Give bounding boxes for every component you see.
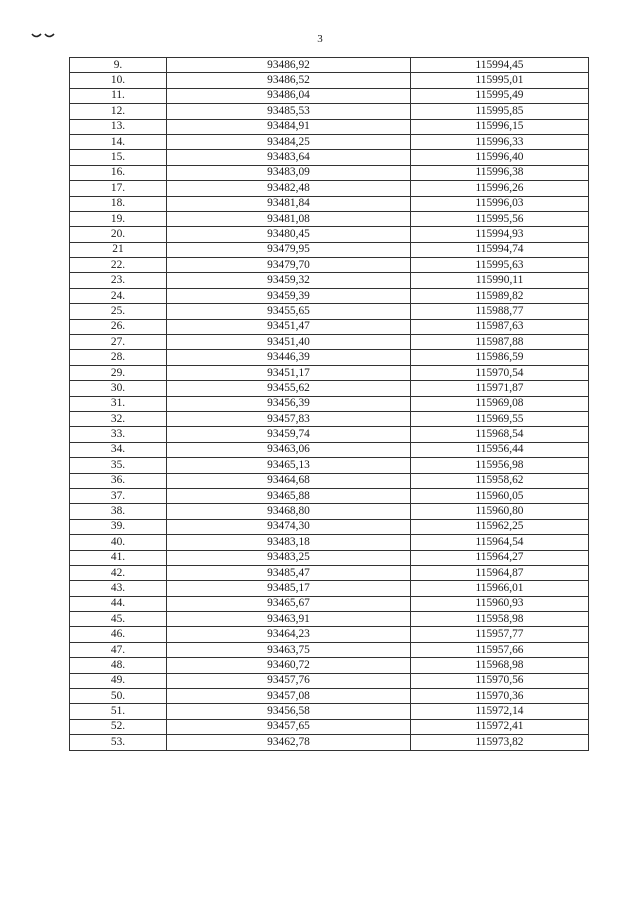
x-coordinate-cell: 93481,84 — [167, 196, 411, 211]
table-row — [70, 519, 589, 534]
x-coordinate-cell: 93465,88 — [167, 488, 411, 503]
point-number-cell: 14. — [70, 134, 167, 149]
x-coordinate-cell: 93486,04 — [167, 88, 411, 103]
table-row — [70, 458, 589, 473]
y-coordinate-cell: 115971,87 — [411, 381, 589, 396]
x-coordinate-cell: 93455,62 — [167, 381, 411, 396]
x-coordinate-cell: 93456,39 — [167, 396, 411, 411]
x-coordinate-cell: 93457,65 — [167, 719, 411, 734]
point-number-cell: 10. — [70, 73, 167, 88]
y-coordinate-cell: 115956,44 — [411, 442, 589, 457]
table-row — [70, 134, 589, 149]
point-number-cell: 20. — [70, 227, 167, 242]
table-row — [70, 258, 589, 273]
table-row — [70, 319, 589, 334]
table-row — [70, 427, 589, 442]
x-coordinate-cell: 93459,39 — [167, 288, 411, 303]
point-number-cell: 18. — [70, 196, 167, 211]
table-row — [70, 211, 589, 226]
point-number-cell: 31. — [70, 396, 167, 411]
y-coordinate-cell: 115996,26 — [411, 181, 589, 196]
y-coordinate-cell: 115990,11 — [411, 273, 589, 288]
point-number-cell: 45. — [70, 612, 167, 627]
table-row — [70, 612, 589, 627]
y-coordinate-cell: 115966,01 — [411, 581, 589, 596]
x-coordinate-cell: 93480,45 — [167, 227, 411, 242]
y-coordinate-cell: 115960,05 — [411, 488, 589, 503]
table-row — [70, 473, 589, 488]
y-coordinate-cell: 115986,59 — [411, 350, 589, 365]
y-coordinate-cell: 115996,40 — [411, 150, 589, 165]
coordinates-table-body — [70, 58, 589, 751]
x-coordinate-cell: 93456,58 — [167, 704, 411, 719]
table-row — [70, 658, 589, 673]
x-coordinate-cell: 93464,68 — [167, 473, 411, 488]
y-coordinate-cell: 115995,49 — [411, 88, 589, 103]
point-number-cell: 50. — [70, 689, 167, 704]
x-coordinate-cell: 93483,09 — [167, 165, 411, 180]
y-coordinate-cell: 115964,54 — [411, 535, 589, 550]
table-row — [70, 550, 589, 565]
x-coordinate-cell: 93485,53 — [167, 104, 411, 119]
table-row — [70, 673, 589, 688]
y-coordinate-cell: 115995,56 — [411, 211, 589, 226]
table-row — [70, 442, 589, 457]
point-number-cell: 28. — [70, 350, 167, 365]
x-coordinate-cell: 93479,70 — [167, 258, 411, 273]
y-coordinate-cell: 115968,98 — [411, 658, 589, 673]
table-row — [70, 350, 589, 365]
point-number-cell: 15. — [70, 150, 167, 165]
y-coordinate-cell: 115962,25 — [411, 519, 589, 534]
point-number-cell: 30. — [70, 381, 167, 396]
y-coordinate-cell: 115996,33 — [411, 134, 589, 149]
point-number-cell: 9. — [70, 58, 167, 73]
page-number: 3 — [317, 33, 323, 45]
x-coordinate-cell: 93463,75 — [167, 642, 411, 657]
x-coordinate-cell: 93459,32 — [167, 273, 411, 288]
point-number-cell: 27. — [70, 335, 167, 350]
table-row — [70, 704, 589, 719]
x-coordinate-cell: 93485,17 — [167, 581, 411, 596]
table-row — [70, 73, 589, 88]
point-number-cell: 32. — [70, 411, 167, 426]
point-number-cell: 11. — [70, 88, 167, 103]
point-number-cell: 33. — [70, 427, 167, 442]
point-number-cell: 26. — [70, 319, 167, 334]
y-coordinate-cell: 115970,56 — [411, 673, 589, 688]
point-number-cell: 37. — [70, 488, 167, 503]
x-coordinate-cell: 93483,18 — [167, 535, 411, 550]
y-coordinate-cell: 115964,87 — [411, 565, 589, 580]
y-coordinate-cell: 115996,15 — [411, 119, 589, 134]
table-row — [70, 735, 589, 750]
point-number-cell: 25. — [70, 304, 167, 319]
table-row — [70, 227, 589, 242]
y-coordinate-cell: 115972,14 — [411, 704, 589, 719]
table-row — [70, 627, 589, 642]
y-coordinate-cell: 115995,63 — [411, 258, 589, 273]
y-coordinate-cell: 115958,62 — [411, 473, 589, 488]
y-coordinate-cell: 115960,93 — [411, 596, 589, 611]
y-coordinate-cell: 115969,55 — [411, 411, 589, 426]
point-number-cell: 49. — [70, 673, 167, 688]
y-coordinate-cell: 115970,54 — [411, 365, 589, 380]
point-number-cell: 44. — [70, 596, 167, 611]
x-coordinate-cell: 93451,17 — [167, 365, 411, 380]
point-number-cell: 52. — [70, 719, 167, 734]
point-number-cell: 34. — [70, 442, 167, 457]
y-coordinate-cell: 115970,36 — [411, 689, 589, 704]
table-row — [70, 273, 589, 288]
table-row — [70, 288, 589, 303]
point-number-cell: 42. — [70, 565, 167, 580]
table-row — [70, 196, 589, 211]
point-number-cell: 13. — [70, 119, 167, 134]
table-row — [70, 719, 589, 734]
x-coordinate-cell: 93463,91 — [167, 612, 411, 627]
x-coordinate-cell: 93468,80 — [167, 504, 411, 519]
table-row — [70, 381, 589, 396]
y-coordinate-cell: 115973,82 — [411, 735, 589, 750]
y-coordinate-cell: 115994,93 — [411, 227, 589, 242]
point-number-cell: 41. — [70, 550, 167, 565]
table-row — [70, 242, 589, 257]
point-number-cell: 51. — [70, 704, 167, 719]
y-coordinate-cell: 115988,77 — [411, 304, 589, 319]
point-number-cell: 22. — [70, 258, 167, 273]
table-row — [70, 150, 589, 165]
point-number-cell: 19. — [70, 211, 167, 226]
x-coordinate-cell: 93483,25 — [167, 550, 411, 565]
y-coordinate-cell: 115968,54 — [411, 427, 589, 442]
x-coordinate-cell: 93465,67 — [167, 596, 411, 611]
point-number-cell: 40. — [70, 535, 167, 550]
x-coordinate-cell: 93463,06 — [167, 442, 411, 457]
y-coordinate-cell: 115957,77 — [411, 627, 589, 642]
x-coordinate-cell: 93464,23 — [167, 627, 411, 642]
x-coordinate-cell: 93484,25 — [167, 134, 411, 149]
point-number-cell: 16. — [70, 165, 167, 180]
y-coordinate-cell: 115960,80 — [411, 504, 589, 519]
table-row — [70, 411, 589, 426]
point-number-cell: 21 — [70, 242, 167, 257]
table-row — [70, 689, 589, 704]
point-number-cell: 46. — [70, 627, 167, 642]
table-row — [70, 396, 589, 411]
table-row — [70, 181, 589, 196]
table-row — [70, 88, 589, 103]
table-row — [70, 596, 589, 611]
y-coordinate-cell: 115972,41 — [411, 719, 589, 734]
table-row — [70, 165, 589, 180]
table-row — [70, 565, 589, 580]
y-coordinate-cell: 115969,08 — [411, 396, 589, 411]
table-row — [70, 581, 589, 596]
x-coordinate-cell: 93483,64 — [167, 150, 411, 165]
x-coordinate-cell: 93481,08 — [167, 211, 411, 226]
y-coordinate-cell: 115995,85 — [411, 104, 589, 119]
x-coordinate-cell: 93457,76 — [167, 673, 411, 688]
table-row — [70, 58, 589, 73]
x-coordinate-cell: 93451,40 — [167, 335, 411, 350]
table-row — [70, 335, 589, 350]
point-number-cell: 24. — [70, 288, 167, 303]
x-coordinate-cell: 93486,92 — [167, 58, 411, 73]
table-row — [70, 488, 589, 503]
point-number-cell: 17. — [70, 181, 167, 196]
x-coordinate-cell: 93459,74 — [167, 427, 411, 442]
y-coordinate-cell: 115987,63 — [411, 319, 589, 334]
point-number-cell: 47. — [70, 642, 167, 657]
point-number-cell: 53. — [70, 735, 167, 750]
x-coordinate-cell: 93460,72 — [167, 658, 411, 673]
point-number-cell: 35. — [70, 458, 167, 473]
y-coordinate-cell: 115957,66 — [411, 642, 589, 657]
table-row — [70, 365, 589, 380]
y-coordinate-cell: 115996,03 — [411, 196, 589, 211]
x-coordinate-cell: 93446,39 — [167, 350, 411, 365]
y-coordinate-cell: 115956,98 — [411, 458, 589, 473]
y-coordinate-cell: 115987,88 — [411, 335, 589, 350]
point-number-cell: 39. — [70, 519, 167, 534]
x-coordinate-cell: 93484,91 — [167, 119, 411, 134]
x-coordinate-cell: 93474,30 — [167, 519, 411, 534]
x-coordinate-cell: 93457,83 — [167, 411, 411, 426]
point-number-cell: 36. — [70, 473, 167, 488]
table-row — [70, 504, 589, 519]
y-coordinate-cell: 115995,01 — [411, 73, 589, 88]
x-coordinate-cell: 93457,08 — [167, 689, 411, 704]
point-number-cell: 43. — [70, 581, 167, 596]
x-coordinate-cell: 93479,95 — [167, 242, 411, 257]
y-coordinate-cell: 115989,82 — [411, 288, 589, 303]
point-number-cell: 38. — [70, 504, 167, 519]
y-coordinate-cell: 115958,98 — [411, 612, 589, 627]
point-number-cell: 48. — [70, 658, 167, 673]
y-coordinate-cell: 115994,45 — [411, 58, 589, 73]
y-coordinate-cell: 115964,27 — [411, 550, 589, 565]
point-number-cell: 23. — [70, 273, 167, 288]
coordinates-table — [69, 57, 589, 751]
point-number-cell: 12. — [70, 104, 167, 119]
table-row — [70, 119, 589, 134]
y-coordinate-cell: 115994,74 — [411, 242, 589, 257]
x-coordinate-cell: 93451,47 — [167, 319, 411, 334]
table-row — [70, 304, 589, 319]
table-row — [70, 642, 589, 657]
x-coordinate-cell: 93482,48 — [167, 181, 411, 196]
y-coordinate-cell: 115996,38 — [411, 165, 589, 180]
x-coordinate-cell: 93486,52 — [167, 73, 411, 88]
table-row — [70, 104, 589, 119]
table-row — [70, 535, 589, 550]
x-coordinate-cell: 93465,13 — [167, 458, 411, 473]
x-coordinate-cell: 93462,78 — [167, 735, 411, 750]
x-coordinate-cell: 93455,65 — [167, 304, 411, 319]
x-coordinate-cell: 93485,47 — [167, 565, 411, 580]
point-number-cell: 29. — [70, 365, 167, 380]
